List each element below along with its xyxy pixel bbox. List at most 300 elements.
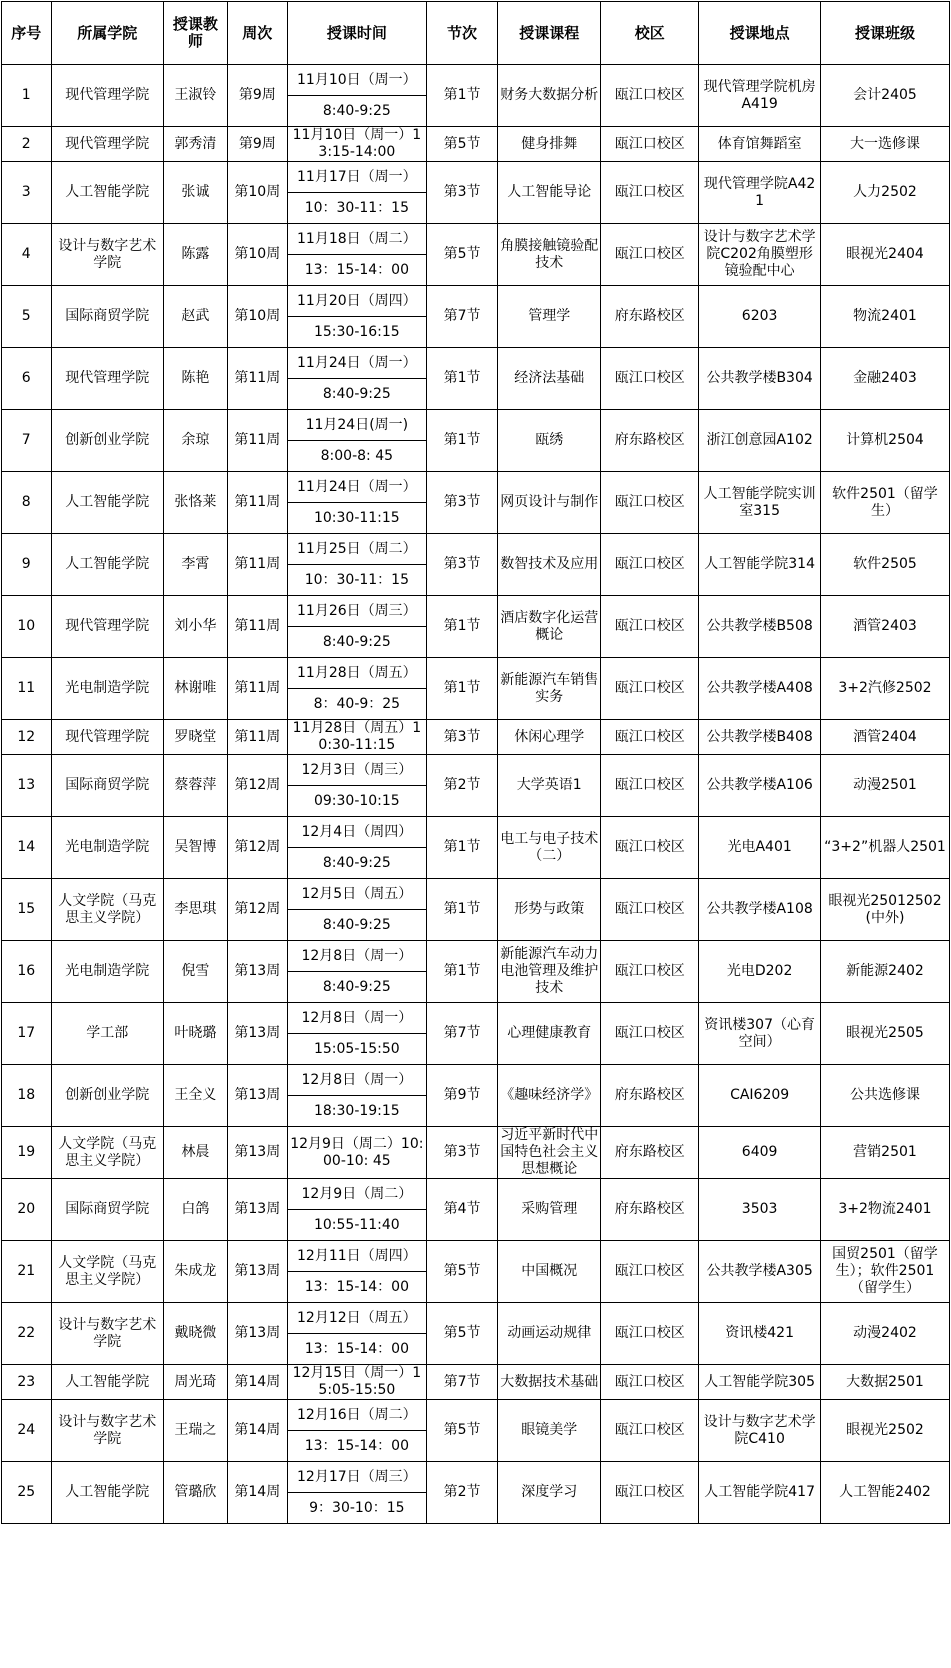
cell-course: 采购管理 — [498, 1179, 601, 1241]
cell-week: 第10周 — [227, 286, 287, 348]
cell-date: 12月16日（周二） — [287, 1400, 426, 1431]
cell-teacher: 白鸽 — [163, 1179, 227, 1241]
cell-course: 网页设计与制作 — [498, 472, 601, 534]
cell-teacher: 李思琪 — [163, 879, 227, 941]
cell-time: 8:40-9:25 — [287, 96, 426, 127]
cell-campus: 瓯江口校区 — [601, 348, 699, 410]
cell-class: 软件2501（留学生） — [820, 472, 949, 534]
cell-class: 眼视光2502 — [820, 1400, 949, 1462]
cell-time: 18:30-19:15 — [287, 1096, 426, 1127]
cell-class: 国贸2501（留学生）；软件2501（留学生） — [820, 1241, 949, 1303]
cell-class: 眼视光2505 — [820, 1003, 949, 1065]
cell-teacher: 陈艳 — [163, 348, 227, 410]
cell-location: 公共教学楼A106 — [699, 755, 821, 817]
cell-course: 角膜接触镜验配技术 — [498, 224, 601, 286]
cell-date: 12月3日（周三） — [287, 755, 426, 786]
cell-time: 13：15-14：00 — [287, 1334, 426, 1365]
cell-class: “3+2”机器人2501 — [820, 817, 949, 879]
cell-period: 第2节 — [426, 1462, 497, 1524]
cell-course: 电工与电子技术（二） — [498, 817, 601, 879]
cell-time: 8:40-9:25 — [287, 910, 426, 941]
cell-campus: 瓯江口校区 — [601, 817, 699, 879]
cell-course: 新能源汽车销售实务 — [498, 658, 601, 720]
cell-college: 光电制造学院 — [51, 817, 163, 879]
cell-class: 公共选修课 — [820, 1065, 949, 1127]
cell-class: 大数据2501 — [820, 1365, 949, 1400]
cell-week: 第11周 — [227, 596, 287, 658]
cell-time: 8:00-8: 45 — [287, 441, 426, 472]
cell-campus: 瓯江口校区 — [601, 658, 699, 720]
cell-date-time: 12月15日（周一）15:05-15:50 — [287, 1365, 426, 1400]
cell-class: 计算机2504 — [820, 410, 949, 472]
cell-teacher: 赵武 — [163, 286, 227, 348]
cell-college: 国际商贸学院 — [51, 286, 163, 348]
cell-week: 第13周 — [227, 1303, 287, 1365]
cell-location: 人工智能学院314 — [699, 534, 821, 596]
cell-period: 第5节 — [426, 1303, 497, 1365]
cell-class: 软件2505 — [820, 534, 949, 596]
cell-week: 第10周 — [227, 162, 287, 224]
cell-period: 第4节 — [426, 1179, 497, 1241]
cell-college: 人工智能学院 — [51, 472, 163, 534]
cell-time: 8：40-9：25 — [287, 689, 426, 720]
header-campus: 校区 — [601, 2, 699, 65]
cell-class: 营销2501 — [820, 1127, 949, 1179]
cell-course: 形势与政策 — [498, 879, 601, 941]
cell-course: 大数据技术基础 — [498, 1365, 601, 1400]
cell-course: 财务大数据分析 — [498, 65, 601, 127]
cell-location: 光电D202 — [699, 941, 821, 1003]
cell-class: 酒管2403 — [820, 596, 949, 658]
cell-location: CAI6209 — [699, 1065, 821, 1127]
cell-location: 资讯楼421 — [699, 1303, 821, 1365]
cell-no: 12 — [2, 720, 52, 755]
cell-course: 中国概况 — [498, 1241, 601, 1303]
table-row — [2, 534, 950, 565]
cell-period: 第3节 — [426, 162, 497, 224]
cell-class: 3+2汽修2502 — [820, 658, 949, 720]
cell-no: 8 — [2, 472, 52, 534]
cell-campus: 瓯江口校区 — [601, 224, 699, 286]
header-teacher: 授课教师 — [163, 2, 227, 65]
cell-date: 11月25日（周二） — [287, 534, 426, 565]
cell-campus: 府东路校区 — [601, 1179, 699, 1241]
cell-location: 6409 — [699, 1127, 821, 1179]
cell-date-time: 11月28日（周五）10:30-11:15 — [287, 720, 426, 755]
cell-class: 金融2403 — [820, 348, 949, 410]
cell-campus: 瓯江口校区 — [601, 1462, 699, 1524]
cell-course: 休闲心理学 — [498, 720, 601, 755]
cell-campus: 瓯江口校区 — [601, 755, 699, 817]
cell-period: 第1节 — [426, 596, 497, 658]
cell-no: 14 — [2, 817, 52, 879]
cell-date: 11月18日（周二） — [287, 224, 426, 255]
cell-date: 11月24日（周一） — [287, 348, 426, 379]
cell-teacher: 李霄 — [163, 534, 227, 596]
cell-date: 12月11日（周四） — [287, 1241, 426, 1272]
cell-week: 第10周 — [227, 224, 287, 286]
cell-location: 3503 — [699, 1179, 821, 1241]
cell-period: 第1节 — [426, 410, 497, 472]
cell-teacher: 叶晓璐 — [163, 1003, 227, 1065]
cell-no: 15 — [2, 879, 52, 941]
cell-course: 健身排舞 — [498, 127, 601, 162]
table-row — [2, 224, 950, 255]
table-row — [2, 348, 950, 379]
cell-class: 人工智能2402 — [820, 1462, 949, 1524]
cell-college: 光电制造学院 — [51, 941, 163, 1003]
cell-time: 15:30-16:15 — [287, 317, 426, 348]
cell-period: 第1节 — [426, 817, 497, 879]
cell-teacher: 王淑铃 — [163, 65, 227, 127]
cell-teacher: 倪雪 — [163, 941, 227, 1003]
cell-course: 管理学 — [498, 286, 601, 348]
cell-period: 第3节 — [426, 534, 497, 596]
cell-teacher: 张恪莱 — [163, 472, 227, 534]
cell-location: 设计与数字艺术学院C410 — [699, 1400, 821, 1462]
cell-week: 第14周 — [227, 1462, 287, 1524]
cell-time: 8:40-9:25 — [287, 379, 426, 410]
cell-course: 心理健康教育 — [498, 1003, 601, 1065]
cell-week: 第12周 — [227, 817, 287, 879]
cell-college: 设计与数字艺术学院 — [51, 224, 163, 286]
cell-no: 17 — [2, 1003, 52, 1065]
cell-college: 设计与数字艺术学院 — [51, 1303, 163, 1365]
cell-week: 第11周 — [227, 472, 287, 534]
cell-no: 9 — [2, 534, 52, 596]
cell-location: 浙江创意园A102 — [699, 410, 821, 472]
cell-course: 瓯绣 — [498, 410, 601, 472]
cell-location: 人工智能学院305 — [699, 1365, 821, 1400]
cell-period: 第2节 — [426, 755, 497, 817]
header-location: 授课地点 — [699, 2, 821, 65]
header-time: 授课时间 — [287, 2, 426, 65]
table-row — [2, 755, 950, 786]
cell-no: 6 — [2, 348, 52, 410]
header-class: 授课班级 — [820, 2, 949, 65]
cell-location: 公共教学楼A408 — [699, 658, 821, 720]
cell-college: 创新创业学院 — [51, 1065, 163, 1127]
cell-college: 人工智能学院 — [51, 1365, 163, 1400]
table-row — [2, 596, 950, 627]
cell-class: 大一选修课 — [820, 127, 949, 162]
cell-time: 10：30-11：15 — [287, 193, 426, 224]
cell-location: 资讯楼307（心育空间） — [699, 1003, 821, 1065]
cell-period: 第3节 — [426, 720, 497, 755]
cell-time: 13：15-14：00 — [287, 255, 426, 286]
cell-campus: 瓯江口校区 — [601, 65, 699, 127]
cell-period: 第5节 — [426, 1400, 497, 1462]
cell-period: 第3节 — [426, 1127, 497, 1179]
cell-date: 12月8日（周一） — [287, 941, 426, 972]
cell-no: 7 — [2, 410, 52, 472]
cell-college: 现代管理学院 — [51, 348, 163, 410]
cell-campus: 瓯江口校区 — [601, 534, 699, 596]
cell-location: 现代管理学院机房A419 — [699, 65, 821, 127]
cell-period: 第1节 — [426, 879, 497, 941]
table-row — [2, 162, 950, 193]
cell-class: 新能源2402 — [820, 941, 949, 1003]
cell-week: 第14周 — [227, 1400, 287, 1462]
cell-time: 13：15-14：00 — [287, 1272, 426, 1303]
cell-period: 第5节 — [426, 1241, 497, 1303]
cell-campus: 瓯江口校区 — [601, 596, 699, 658]
cell-date: 11月10日（周一） — [287, 65, 426, 96]
cell-week: 第11周 — [227, 658, 287, 720]
cell-course: 数智技术及应用 — [498, 534, 601, 596]
cell-no: 2 — [2, 127, 52, 162]
cell-location: 6203 — [699, 286, 821, 348]
cell-date-time: 12月9日（周二）10:00-10: 45 — [287, 1127, 426, 1179]
cell-period: 第7节 — [426, 286, 497, 348]
cell-time: 10：30-11：15 — [287, 565, 426, 596]
cell-campus: 府东路校区 — [601, 286, 699, 348]
cell-location: 公共教学楼B508 — [699, 596, 821, 658]
cell-course: 深度学习 — [498, 1462, 601, 1524]
cell-no: 5 — [2, 286, 52, 348]
cell-period: 第5节 — [426, 224, 497, 286]
cell-course: 习近平新时代中国特色社会主义思想概论 — [498, 1127, 601, 1179]
cell-college: 国际商贸学院 — [51, 1179, 163, 1241]
cell-campus: 瓯江口校区 — [601, 1003, 699, 1065]
cell-teacher: 林谢唯 — [163, 658, 227, 720]
cell-campus: 瓯江口校区 — [601, 127, 699, 162]
cell-college: 国际商贸学院 — [51, 755, 163, 817]
cell-week: 第11周 — [227, 534, 287, 596]
cell-course: 酒店数字化运营概论 — [498, 596, 601, 658]
cell-period: 第3节 — [426, 472, 497, 534]
cell-period: 第1节 — [426, 348, 497, 410]
cell-time: 15:05-15:50 — [287, 1034, 426, 1065]
cell-period: 第5节 — [426, 127, 497, 162]
cell-teacher: 王瑞之 — [163, 1400, 227, 1462]
cell-week: 第13周 — [227, 941, 287, 1003]
cell-date: 12月12日（周五） — [287, 1303, 426, 1334]
cell-campus: 瓯江口校区 — [601, 941, 699, 1003]
cell-week: 第13周 — [227, 1003, 287, 1065]
cell-date: 12月17日（周三） — [287, 1462, 426, 1493]
table-row — [2, 472, 950, 503]
cell-class: 人力2502 — [820, 162, 949, 224]
header-week: 周次 — [227, 2, 287, 65]
cell-class: 3+2物流2401 — [820, 1179, 949, 1241]
cell-week: 第12周 — [227, 755, 287, 817]
table-row — [2, 1462, 950, 1493]
cell-college: 学工部 — [51, 1003, 163, 1065]
cell-time: 13：15-14：00 — [287, 1431, 426, 1462]
cell-week: 第11周 — [227, 410, 287, 472]
cell-course: 眼镜美学 — [498, 1400, 601, 1462]
cell-college: 人文学院（马克思主义学院） — [51, 879, 163, 941]
cell-date: 12月8日（周一） — [287, 1065, 426, 1096]
cell-teacher: 刘小华 — [163, 596, 227, 658]
cell-location: 公共教学楼A305 — [699, 1241, 821, 1303]
cell-date: 11月26日（周三） — [287, 596, 426, 627]
cell-no: 3 — [2, 162, 52, 224]
cell-course: 新能源汽车动力电池管理及维护技术 — [498, 941, 601, 1003]
cell-teacher: 周光琦 — [163, 1365, 227, 1400]
cell-date: 12月4日（周四） — [287, 817, 426, 848]
cell-teacher: 戴晓微 — [163, 1303, 227, 1365]
cell-location: 人工智能学院417 — [699, 1462, 821, 1524]
cell-no: 22 — [2, 1303, 52, 1365]
cell-no: 21 — [2, 1241, 52, 1303]
table-row — [2, 1179, 950, 1210]
cell-campus: 瓯江口校区 — [601, 1241, 699, 1303]
cell-course: 经济法基础 — [498, 348, 601, 410]
table-row — [2, 1400, 950, 1431]
cell-no: 4 — [2, 224, 52, 286]
header-no: 序号 — [2, 2, 52, 65]
cell-week: 第9周 — [227, 127, 287, 162]
cell-time: 10:30-11:15 — [287, 503, 426, 534]
cell-no: 13 — [2, 755, 52, 817]
cell-period: 第1节 — [426, 658, 497, 720]
cell-period: 第1节 — [426, 65, 497, 127]
cell-campus: 瓯江口校区 — [601, 162, 699, 224]
table-row — [2, 817, 950, 848]
cell-location: 光电A401 — [699, 817, 821, 879]
table-row — [2, 286, 950, 317]
cell-no: 20 — [2, 1179, 52, 1241]
cell-college: 现代管理学院 — [51, 127, 163, 162]
cell-course: 动画运动规律 — [498, 1303, 601, 1365]
cell-date: 11月24日(周一) — [287, 410, 426, 441]
cell-campus: 府东路校区 — [601, 410, 699, 472]
cell-period: 第1节 — [426, 941, 497, 1003]
table-row — [2, 1065, 950, 1096]
cell-college: 人工智能学院 — [51, 1462, 163, 1524]
cell-campus: 府东路校区 — [601, 1127, 699, 1179]
cell-date: 12月5日（周五） — [287, 879, 426, 910]
cell-date-time: 11月10日（周一）13:15-14:00 — [287, 127, 426, 162]
schedule-table — [1, 1, 950, 1524]
table-row — [2, 658, 950, 689]
cell-no: 24 — [2, 1400, 52, 1462]
cell-teacher: 林晨 — [163, 1127, 227, 1179]
cell-no: 19 — [2, 1127, 52, 1179]
cell-no: 23 — [2, 1365, 52, 1400]
cell-college: 现代管理学院 — [51, 720, 163, 755]
cell-date: 11月24日（周一） — [287, 472, 426, 503]
cell-college: 现代管理学院 — [51, 596, 163, 658]
cell-campus: 瓯江口校区 — [601, 1400, 699, 1462]
header-course: 授课课程 — [498, 2, 601, 65]
cell-no: 25 — [2, 1462, 52, 1524]
table-row — [2, 941, 950, 972]
cell-college: 创新创业学院 — [51, 410, 163, 472]
table-row — [2, 1303, 950, 1334]
cell-time: 9：30-10：15 — [287, 1493, 426, 1524]
cell-campus: 瓯江口校区 — [601, 720, 699, 755]
cell-teacher: 余琼 — [163, 410, 227, 472]
cell-campus: 瓯江口校区 — [601, 1365, 699, 1400]
cell-no: 18 — [2, 1065, 52, 1127]
cell-teacher: 张诚 — [163, 162, 227, 224]
cell-college: 光电制造学院 — [51, 658, 163, 720]
table-row — [2, 879, 950, 910]
header-college: 所属学院 — [51, 2, 163, 65]
cell-course: 《趣味经济学》 — [498, 1065, 601, 1127]
header-period: 节次 — [426, 2, 497, 65]
cell-college: 人工智能学院 — [51, 162, 163, 224]
cell-time: 8:40-9:25 — [287, 627, 426, 658]
cell-time: 09:30-10:15 — [287, 786, 426, 817]
cell-class: 会计2405 — [820, 65, 949, 127]
cell-location: 设计与数字艺术学院C202角膜塑形镜验配中心 — [699, 224, 821, 286]
cell-period: 第7节 — [426, 1003, 497, 1065]
cell-teacher: 罗晓堂 — [163, 720, 227, 755]
cell-teacher: 王全义 — [163, 1065, 227, 1127]
cell-date: 12月9日（周二） — [287, 1179, 426, 1210]
cell-class: 酒管2404 — [820, 720, 949, 755]
cell-class: 动漫2402 — [820, 1303, 949, 1365]
cell-no: 16 — [2, 941, 52, 1003]
cell-teacher: 吴智博 — [163, 817, 227, 879]
cell-campus: 府东路校区 — [601, 1065, 699, 1127]
header-row — [2, 2, 950, 65]
cell-teacher: 朱成龙 — [163, 1241, 227, 1303]
cell-class: 物流2401 — [820, 286, 949, 348]
cell-college: 人工智能学院 — [51, 534, 163, 596]
cell-college: 设计与数字艺术学院 — [51, 1400, 163, 1462]
cell-week: 第13周 — [227, 1065, 287, 1127]
cell-location: 人工智能学院实训室315 — [699, 472, 821, 534]
cell-teacher: 管璐欣 — [163, 1462, 227, 1524]
table-row — [2, 65, 950, 96]
cell-location: 现代管理学院A421 — [699, 162, 821, 224]
cell-week: 第12周 — [227, 879, 287, 941]
cell-teacher: 郭秀清 — [163, 127, 227, 162]
cell-teacher: 陈露 — [163, 224, 227, 286]
cell-course: 大学英语1 — [498, 755, 601, 817]
cell-date: 11月20日（周四） — [287, 286, 426, 317]
cell-time: 10:55-11:40 — [287, 1210, 426, 1241]
cell-course: 人工智能导论 — [498, 162, 601, 224]
cell-class: 眼视光25012502(中外) — [820, 879, 949, 941]
cell-college: 人文学院（马克思主义学院） — [51, 1127, 163, 1179]
table-row — [2, 1241, 950, 1272]
cell-no: 1 — [2, 65, 52, 127]
cell-date: 11月17日（周一） — [287, 162, 426, 193]
cell-date: 11月28日（周五） — [287, 658, 426, 689]
cell-period: 第7节 — [426, 1365, 497, 1400]
cell-date: 12月8日（周一） — [287, 1003, 426, 1034]
cell-week: 第13周 — [227, 1127, 287, 1179]
table-row — [2, 1003, 950, 1034]
cell-location: 公共教学楼B408 — [699, 720, 821, 755]
cell-time: 8:40-9:25 — [287, 972, 426, 1003]
cell-campus: 瓯江口校区 — [601, 472, 699, 534]
cell-class: 动漫2501 — [820, 755, 949, 817]
cell-college: 人文学院（马克思主义学院） — [51, 1241, 163, 1303]
cell-location: 公共教学楼B304 — [699, 348, 821, 410]
cell-teacher: 蔡蓉萍 — [163, 755, 227, 817]
cell-week: 第9周 — [227, 65, 287, 127]
cell-time: 8:40-9:25 — [287, 848, 426, 879]
cell-college: 现代管理学院 — [51, 65, 163, 127]
cell-no: 11 — [2, 658, 52, 720]
cell-location: 体育馆舞蹈室 — [699, 127, 821, 162]
cell-campus: 瓯江口校区 — [601, 879, 699, 941]
cell-week: 第13周 — [227, 1179, 287, 1241]
cell-week: 第11周 — [227, 720, 287, 755]
cell-week: 第13周 — [227, 1241, 287, 1303]
cell-campus: 瓯江口校区 — [601, 1303, 699, 1365]
cell-week: 第11周 — [227, 348, 287, 410]
cell-no: 10 — [2, 596, 52, 658]
table-row — [2, 410, 950, 441]
